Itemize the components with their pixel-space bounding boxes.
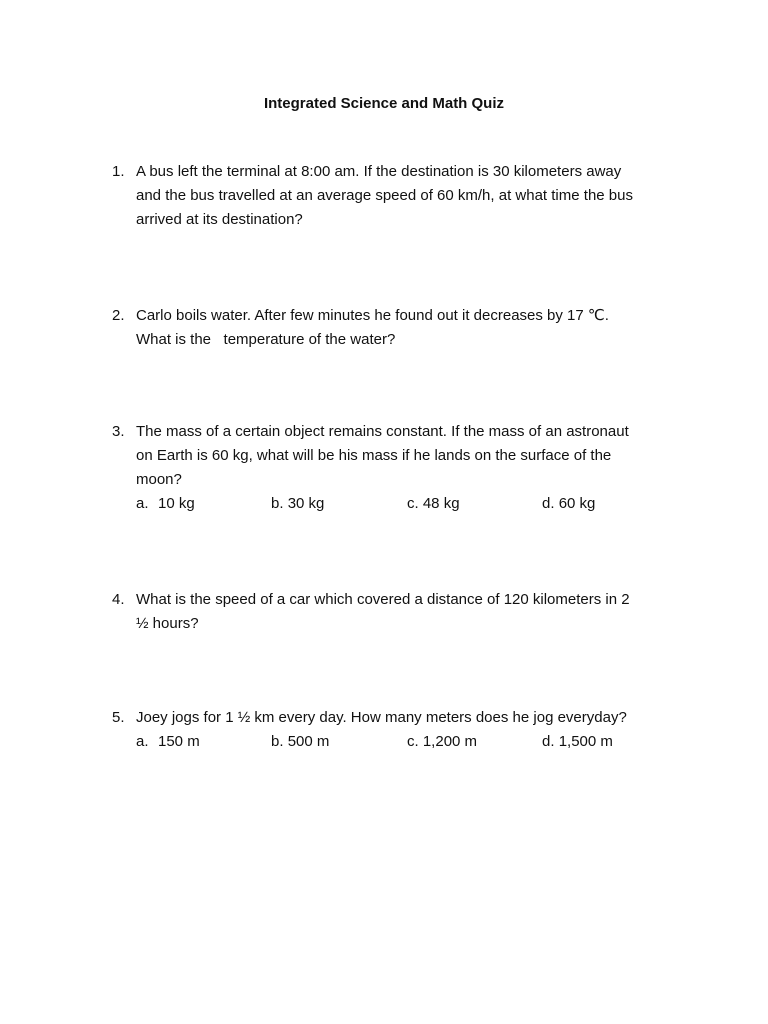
choice-b bbox=[271, 730, 329, 754]
question-text bbox=[136, 304, 682, 352]
question-number: 3. bbox=[112, 423, 125, 440]
question-text bbox=[136, 420, 682, 516]
question-4 bbox=[112, 588, 682, 636]
question-3 bbox=[112, 420, 682, 516]
choice-letter: c. bbox=[407, 733, 419, 750]
choice-text: 48 kg bbox=[422, 495, 460, 512]
page-title: Integrated Science and Math Quiz bbox=[263, 95, 505, 112]
question-line: on Earth is 60 kg, what will be his mass if he lands on the surface of the bbox=[136, 447, 612, 464]
choice-d bbox=[542, 730, 613, 754]
question-5 bbox=[112, 706, 682, 754]
choice-a bbox=[136, 730, 200, 754]
question-text bbox=[136, 706, 682, 754]
choice-b bbox=[271, 492, 324, 516]
choice-text: 30 kg bbox=[287, 495, 325, 512]
choice-text: 1,200 m bbox=[422, 733, 478, 750]
question-2 bbox=[112, 304, 682, 352]
question-1 bbox=[112, 160, 682, 232]
question-number: 5. bbox=[112, 709, 125, 726]
question-line: What is the speed of a car which covered a distance of 120 kilometers in 2 bbox=[136, 591, 630, 608]
choice-letter: a. bbox=[136, 733, 149, 750]
question-number: 4. bbox=[112, 591, 125, 608]
choice-letter: a. bbox=[136, 495, 149, 512]
choice-c bbox=[407, 730, 477, 754]
answer-choices bbox=[136, 492, 682, 516]
question-text bbox=[136, 160, 682, 232]
choice-text: 10 kg bbox=[158, 495, 195, 512]
choice-letter: c. bbox=[407, 495, 419, 512]
choice-text: 500 m bbox=[287, 733, 330, 750]
question-line: Carlo boils water. After few minutes he found out it decreases by 17 ℃. bbox=[136, 307, 609, 324]
question-line: arrived at its destination? bbox=[136, 211, 303, 228]
choice-text: 60 kg bbox=[558, 495, 596, 512]
question-line: What is the temperature of the water? bbox=[136, 331, 396, 348]
question-line: ½ hours? bbox=[136, 615, 199, 632]
choice-c bbox=[407, 492, 460, 516]
question-line: and the bus travelled at an average speed of 60 km/h, at what time the bus bbox=[136, 187, 633, 204]
choice-text: 1,500 m bbox=[558, 733, 613, 750]
choice-text: 150 m bbox=[158, 733, 200, 750]
answer-choices bbox=[136, 730, 682, 754]
question-line: Joey jogs for 1 ½ km every day. How many meters does he jog everyday? bbox=[136, 709, 627, 726]
choice-a bbox=[136, 492, 195, 516]
question-text bbox=[136, 588, 682, 636]
question-line: The mass of a certain object remains constant. If the mass of an astronaut bbox=[136, 423, 629, 440]
choice-letter: d. bbox=[542, 495, 555, 512]
choice-letter: d. bbox=[542, 733, 555, 750]
choice-letter: b. bbox=[271, 495, 284, 512]
question-number: 1. bbox=[112, 163, 125, 180]
question-line: A bus left the terminal at 8:00 am. If the destination is 30 kilometers away bbox=[136, 163, 622, 180]
question-line: moon? bbox=[136, 471, 182, 488]
choice-letter: b. bbox=[271, 733, 284, 750]
choice-d bbox=[542, 492, 595, 516]
question-number: 2. bbox=[112, 307, 125, 324]
